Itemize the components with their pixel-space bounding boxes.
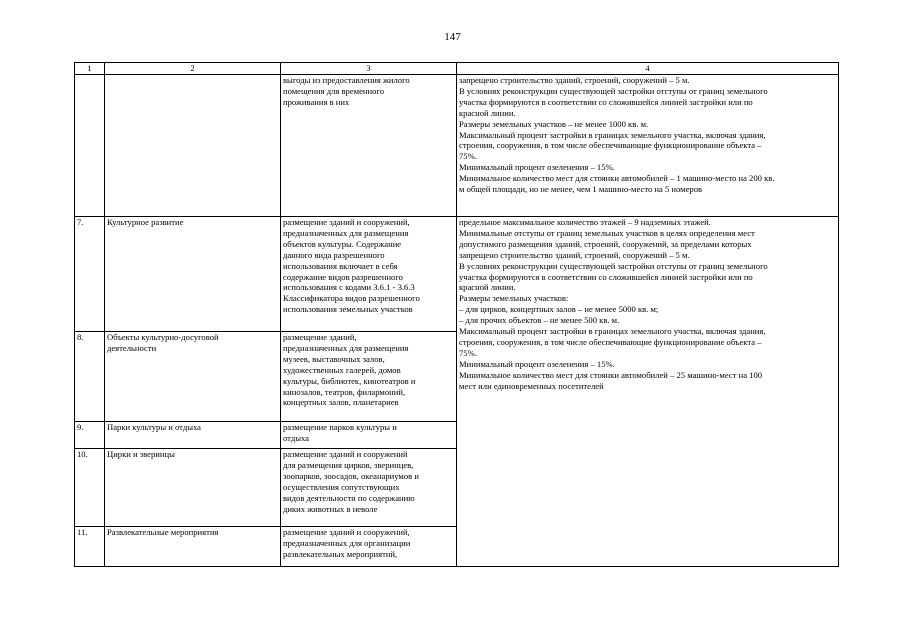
text-line: Минимальный процент озеленения – 15%. [459, 358, 615, 369]
text-line: предназначенных для размещения [283, 227, 409, 238]
col-header-1: 1 [75, 63, 105, 75]
text-line: содержание видов разрешенного [283, 271, 403, 282]
table-header-row [75, 63, 839, 75]
use-name [105, 75, 281, 217]
text-line: предназначенных для размещения [283, 342, 409, 353]
text-line: художественных галерей, домов [283, 364, 401, 375]
text-line: 75%. [459, 347, 477, 358]
row-number: 10. [75, 449, 105, 527]
use-description [281, 75, 457, 217]
text-line: для размещения цирков, зверинцев, [283, 459, 414, 470]
text-line: запрещено строительство зданий, строений, сооружений – 5 м. [459, 249, 690, 260]
text-line: Объекты культурно-досуговой [107, 332, 219, 342]
text-line: Минимальное количество мест для стоянки автомобилей – 1 машино-место на 200 кв. [459, 173, 775, 184]
text-line: музеев, выставочных залов, [283, 353, 385, 364]
text-line: В условиях реконструкции существующей застройки отступы от границ земельного [459, 260, 768, 271]
page-number: 147 [444, 31, 461, 43]
text-line: Размеры земельных участков: [459, 293, 569, 304]
text-line: – для прочих объектов – не менее 500 кв. м. [459, 315, 620, 326]
text-line: концертных залов, планетариев [283, 397, 399, 408]
text-line: размещение зданий и сооружений, [283, 527, 410, 537]
col-header-4: 4 [457, 63, 839, 75]
text-line: Размеры земельных участков – не менее 1000 кв. м. [459, 118, 649, 129]
use-description [281, 332, 457, 422]
col-header-2: 2 [105, 63, 281, 75]
text-line: использования включает в себя [283, 260, 398, 271]
text-line: участка формируются в соответствии со сложившейся линией застройки или по [459, 271, 753, 282]
text-line: помещения для временного [283, 85, 385, 96]
text-line: культуры, библиотек, кинотеатров и [283, 375, 416, 386]
text-line: запрещено строительство зданий, строений, сооружений – 5 м. [459, 75, 690, 85]
text-line: 75%. [459, 151, 477, 162]
table-row [75, 75, 839, 217]
text-line: диких животных в неволе [283, 503, 378, 514]
row-number: 9. [75, 422, 105, 449]
text-line: отдыха [283, 432, 309, 443]
text-line: зоопарков, зоосадов, океанариумов и [283, 470, 419, 481]
text-line: Развлекательные мероприятия [107, 527, 219, 537]
use-name [105, 527, 281, 567]
text-line: Максимальный процент застройки в границах земельного участка, включая здания, [459, 129, 766, 140]
table-row [75, 217, 839, 332]
text-line: осуществления сопутствующих [283, 481, 400, 492]
text-line: Парки культуры и отдыха [107, 422, 201, 432]
zoning-table [74, 62, 839, 567]
text-line: строения, сооружения, в том числе обеспечивающие функционирование объекта – [459, 140, 762, 151]
text-line: красной линии. [459, 107, 516, 118]
text-line: м общей площади, но не менее, чем 1 машино-место на 5 номеров [459, 184, 703, 195]
text-line: видов деятельности по содержанию [283, 492, 415, 503]
text-line: строения, сооружения, в том числе обеспечивающие функционирование объекта – [459, 336, 762, 347]
text-line: Минимальные отступы от границ земельных участков в целях определения мест [459, 227, 755, 238]
text-line: участка формируются в соответствии со сложившейся линией застройки или по [459, 96, 753, 107]
text-line: проживания в них [283, 96, 350, 107]
text-line: Цирки и зверинцы [107, 449, 175, 459]
row-number: 11. [75, 527, 105, 567]
text-line: развлекательных мероприятий, [283, 548, 398, 559]
text-line: Культурное развитие [107, 217, 184, 227]
text-line: деятельности [107, 342, 157, 353]
row-number: 7. [75, 217, 105, 332]
text-line: размещение парков культуры и [283, 422, 397, 432]
text-line: Минимальный процент озеленения – 15%. [459, 162, 615, 173]
use-name [105, 422, 281, 449]
text-line: выгоды из предоставления жилого [283, 75, 410, 85]
text-line: объектов культуры. Содержание [283, 238, 402, 249]
use-parameters-merged [457, 217, 839, 567]
text-line: размещение зданий и сооружений, [283, 217, 410, 227]
text-line: предельное максимальное количество этажей – 9 надземных этажей. [459, 217, 711, 227]
text-line: размещение зданий и сооружений [283, 449, 408, 459]
text-line: использования с кодами 3.6.1 - 3.6.3 [283, 282, 415, 293]
use-parameters [457, 75, 839, 217]
text-line: В условиях реконструкции существующей застройки отступы от границ земельного [459, 85, 768, 96]
col-header-3: 3 [281, 63, 457, 75]
use-description [281, 217, 457, 332]
text-line: Максимальный процент застройки в границах земельного участка, включая здания, [459, 326, 766, 337]
use-description [281, 422, 457, 449]
text-line: предназначенных для организации [283, 537, 411, 548]
use-description [281, 527, 457, 567]
text-line: допустимого размещения зданий, строений, сооружений, за пределами которых [459, 238, 752, 249]
text-line: Минимальное количество мест для стоянки автомобилей – 25 машино-мест на 100 [459, 369, 763, 380]
row-number: 8. [75, 332, 105, 422]
text-line: данного вида разрешенного [283, 249, 385, 260]
row-number [75, 75, 105, 217]
use-description [281, 449, 457, 527]
text-line: красной линии. [459, 282, 516, 293]
text-line: Классификатора видов разрешенного [283, 293, 420, 304]
use-name [105, 217, 281, 332]
text-line: мест или единовременных посетителей [459, 380, 604, 391]
use-name [105, 332, 281, 422]
text-line: кинозалов, театров, филармоний, [283, 386, 406, 397]
use-name [105, 449, 281, 527]
text-line: размещение зданий, [283, 332, 357, 342]
text-line: – для цирков, концертных залов – не менее 5000 кв. м; [459, 304, 659, 315]
text-line: использования земельных участков [283, 304, 413, 315]
